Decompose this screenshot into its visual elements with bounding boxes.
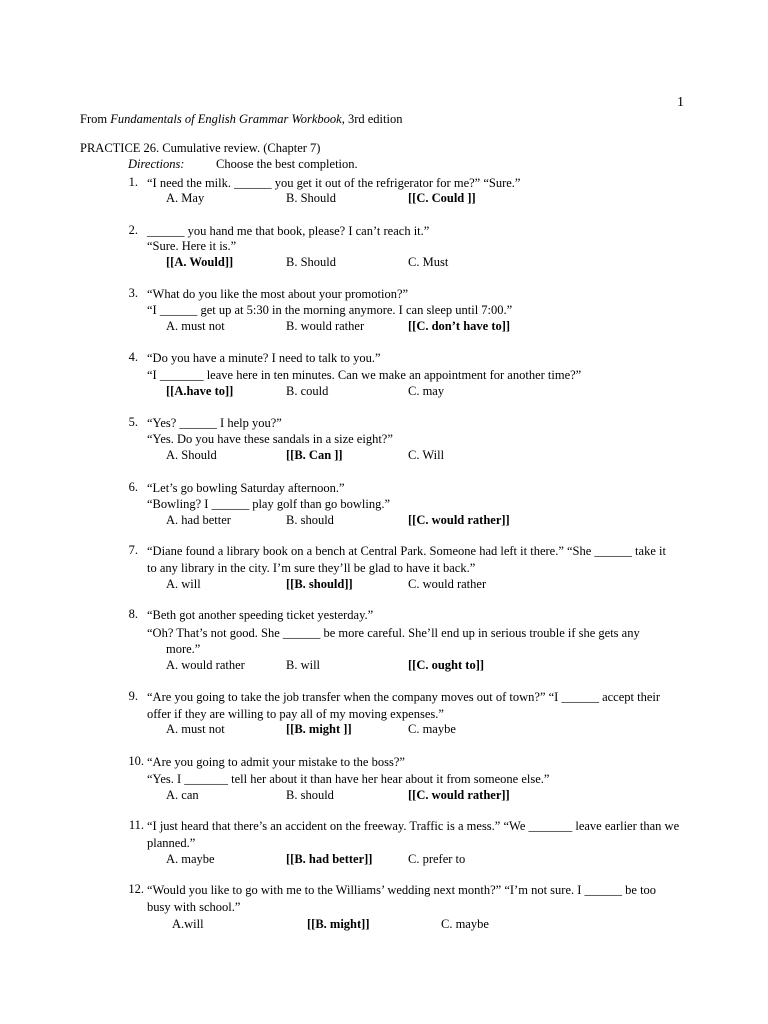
option-c: C. prefer to — [408, 852, 466, 866]
option-c: C. may — [408, 384, 445, 398]
question-text-line: “Yes. Do you have these sandals in a size eight?” — [147, 432, 393, 446]
option-c: C. maybe — [408, 722, 456, 736]
option-a: A. would rather — [166, 658, 245, 672]
option-b: B. will — [286, 658, 321, 672]
page-number: 1 — [677, 95, 684, 110]
option-a: A. must not — [166, 319, 225, 333]
question-text-line: “Yes. I _______ tell her about it than have her hear about it from someone else.” — [147, 772, 550, 786]
question-number: 9. — [128, 689, 138, 703]
option-a: A. will — [166, 577, 201, 591]
question-text-line: “Do you have a minute? I need to talk to you.” — [147, 351, 381, 365]
option-c-answer: [[C. would rather]] — [408, 513, 510, 527]
question-text-line: “Diane found a library book on a bench at Central Park. Someone had left it there.” “She ______ take it — [147, 544, 666, 558]
question-text-line: “What do you like the most about your promotion?” — [147, 287, 409, 301]
question-text-line: “I just heard that there’s an accident on the freeway. Traffic is a mess.” “We _______ leave earlier than we — [147, 819, 680, 833]
question-text-line: “I need the milk. ______ you get it out of the refrigerator for me?” “Sure.” — [147, 176, 521, 190]
question-number: 3. — [128, 286, 138, 300]
question-text-line: “Yes? ______ I help you?” — [147, 416, 282, 430]
question-text-line: “Are you going to admit your mistake to the boss?” — [147, 755, 405, 769]
option-b-answer: [[B. had better]] — [286, 852, 373, 866]
question-text-line: “Oh? That’s not good. She ______ be more careful. She’ll end up in serious trouble if she gets any — [147, 626, 640, 640]
question-number: 5. — [128, 415, 138, 429]
question-text-line: offer if they are willing to pay all of my moving expenses.” — [147, 707, 444, 721]
question-number: 1. — [128, 175, 138, 189]
question-number: 11. — [128, 818, 144, 832]
option-c-answer: [[C. Could ]] — [408, 191, 476, 205]
question-text-line: “I ______ get up at 5:30 in the morning anymore. I can sleep until 7:00.” — [147, 303, 513, 317]
question-text-line: “Let’s go bowling Saturday afternoon.” — [147, 481, 345, 495]
question-number: 2. — [128, 223, 138, 237]
question-text-line: “I _______ leave here in ten minutes. Can we make an appointment for another time?” — [147, 368, 582, 382]
option-a: A. can — [166, 788, 199, 802]
question-text-line: busy with school.” — [147, 900, 241, 914]
directions-label: Directions: — [128, 157, 185, 171]
option-c: C. Must — [408, 255, 449, 269]
question-text-line: “Sure. Here it is.” — [147, 239, 237, 253]
question-number: 10. — [128, 754, 144, 768]
option-a: A. Should — [166, 448, 217, 462]
option-b-answer: [[B. should]] — [286, 577, 353, 591]
option-c-answer: [[C. ought to]] — [408, 658, 485, 672]
option-a: A. must not — [166, 722, 225, 736]
option-c: C. maybe — [441, 917, 489, 931]
option-b: B. should — [286, 513, 334, 527]
option-b-answer: [[B. might ]] — [286, 722, 352, 736]
source-prefix: From — [80, 112, 111, 126]
question-text-line: “Bowling? I ______ play golf than go bowling.” — [147, 497, 391, 511]
option-b-answer: [[B. might]] — [307, 917, 370, 931]
question-text-line: to any library in the city. I’m sure they’ll be glad to have it back.” — [147, 561, 476, 575]
source-line — [80, 111, 402, 127]
option-a: A. maybe — [166, 852, 215, 866]
option-b: B. would rather — [286, 319, 365, 333]
option-c: C. would rather — [408, 577, 487, 591]
question-number: 4. — [128, 350, 138, 364]
option-a: A. May — [166, 191, 205, 205]
directions-text: Choose the best completion. — [216, 157, 358, 171]
practice-title: PRACTICE 26. Cumulative review. (Chapter 7) — [80, 141, 321, 155]
question-number: 6. — [128, 480, 138, 494]
question-number: 7. — [128, 543, 138, 557]
question-text-line: “Are you going to take the job transfer when the company moves out of town?” “I ______ accept their — [147, 690, 661, 704]
question-text-line: “Beth got another speeding ticket yesterday.” — [147, 608, 374, 622]
option-c-answer: [[C. don’t have to]] — [408, 319, 511, 333]
option-b: B. Should — [286, 255, 337, 269]
question-text-line: “Would you like to go with me to the Williams’ wedding next month?” “I’m not sure. I ______ be too — [147, 883, 657, 897]
option-a: A.will — [172, 917, 204, 931]
option-b: B. should — [286, 788, 334, 802]
source-suffix: , 3rd edition — [341, 112, 403, 126]
question-text-line: more.” — [166, 642, 201, 656]
option-b: B. could — [286, 384, 329, 398]
option-a-answer: [[A.have to]] — [166, 384, 234, 398]
option-c: C. Will — [408, 448, 445, 462]
option-a: A. had better — [166, 513, 231, 527]
option-c-answer: [[C. would rather]] — [408, 788, 510, 802]
question-number: 12. — [128, 882, 144, 896]
question-number: 8. — [128, 607, 138, 621]
option-b: B. Should — [286, 191, 337, 205]
option-a-answer: [[A. Would]] — [166, 255, 234, 269]
question-text-line: ______ you hand me that book, please? I can’t reach it.” — [147, 224, 430, 238]
question-text-line: planned.” — [147, 836, 196, 850]
option-b-answer: [[B. Can ]] — [286, 448, 343, 462]
source-book-title: Fundamentals of English Grammar Workbook — [110, 112, 342, 126]
